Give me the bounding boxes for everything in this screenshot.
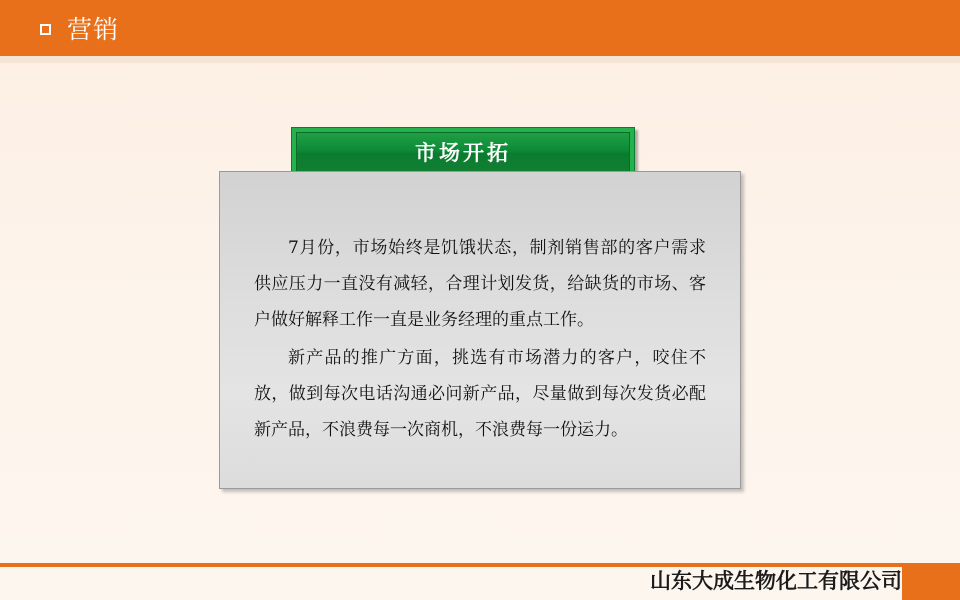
- card-title-banner: [291, 127, 635, 177]
- body-paragraph-1: 7月份，市场始终是饥饿状态，制剂销售部的客户需求供应压力一直没有减轻，合理计划发货，给缺货的市场、客户做好解释工作一直是业务经理的重点工作。: [254, 238, 706, 330]
- page-title: 营销: [67, 15, 120, 44]
- footer-accent-block: [902, 563, 960, 600]
- header-content: [40, 0, 119, 56]
- content-card: [219, 127, 741, 489]
- card-body: [219, 171, 741, 489]
- body-paragraph-2: 新产品的推广方面，挑选有市场潜力的客户，咬住不放，做到每次电话沟通必问新产品，尽量做到每次发货必配新产品，不浪费每一次商机，不浪费每一份运力。: [254, 348, 706, 440]
- card-title-text: 市场开拓: [415, 141, 511, 165]
- square-bullet-icon: [40, 24, 51, 35]
- card-title-inner: [296, 132, 630, 172]
- header-underline: [0, 56, 960, 63]
- header-bar: [0, 0, 960, 56]
- footer-company-name: 山东大成生物化工有限公司: [650, 568, 902, 593]
